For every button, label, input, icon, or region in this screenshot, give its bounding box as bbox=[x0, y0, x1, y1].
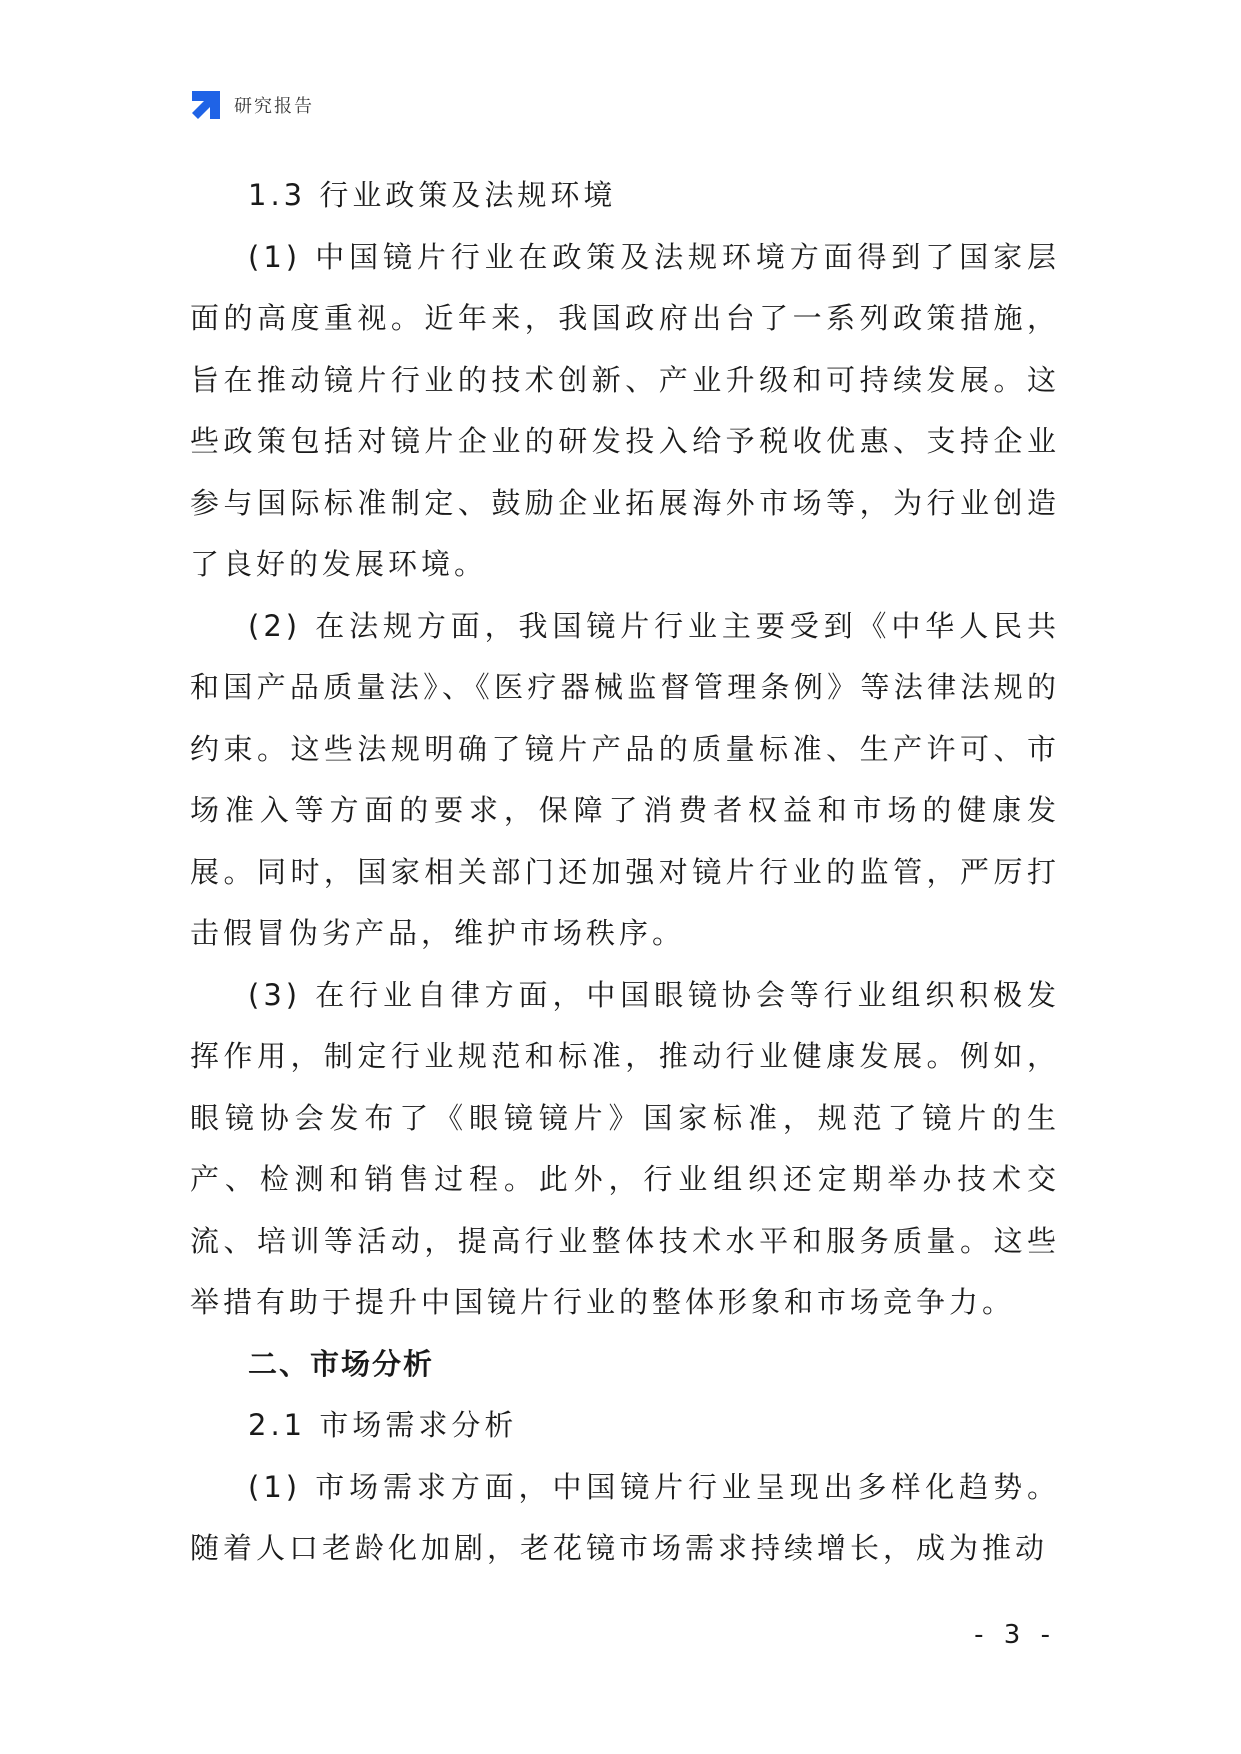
chapter-heading-market-analysis: 二、市场分析 bbox=[248, 1346, 435, 1381]
paragraph-policy-2: (2) 在法规方面，我国镜片行业主要受到《中华人民共和国产品质量法》、《医疗器械监督管理条例》等法律法规的约束。这些法规明确了镜片产品的质量标准、生产许可、市场准入等方面的要求，保障了消费者权益和市场的健康发展。同时，国家相关部门还加强对镜片行业的监管，严厉打击假冒伪劣产品，维护市场秩序。 bbox=[190, 608, 1060, 950]
section-heading-1-3: 1.3 行业政策及法规环境 bbox=[248, 178, 617, 212]
paragraph-demand-1: (1) 市场需求方面，中国镜片行业呈现出多样化趋势。随着人口老龄化加剧，老花镜市场需求持续增长，成为推动 bbox=[190, 1469, 1060, 1565]
section-heading-2-1: 2.1 市场需求分析 bbox=[248, 1408, 518, 1442]
header-title: 研究报告 bbox=[234, 96, 314, 117]
paragraph-policy-1: (1) 中国镜片行业在政策及法规环境方面得到了国家层面的高度重视。近年来，我国政府出台了一系列政策措施，旨在推动镜片行业的技术创新、产业升级和可持续发展。这些政策包括对镜片企业的研发投入给予税收优惠、支持企业参与国际标准制定、鼓励企业拓展海外市场等，为行业创造了良好的发展环境。 bbox=[190, 239, 1060, 581]
arrow-up-right-icon bbox=[190, 89, 222, 121]
document-body bbox=[190, 165, 1060, 1580]
paragraph-policy-3: (3) 在行业自律方面，中国眼镜协会等行业组织积极发挥作用，制定行业规范和标准，推动行业健康发展。例如，眼镜协会发布了《眼镜镜片》国家标准，规范了镜片的生产、检测和销售过程。此外，行业组织还定期举办技术交流、培训等活动，提高行业整体技术水平和服务质量。这些举措有助于提升中国镜片行业的整体形象和市场竞争力。 bbox=[190, 977, 1060, 1319]
page-header bbox=[190, 88, 314, 122]
page-number: - 3 - bbox=[974, 1620, 1056, 1650]
